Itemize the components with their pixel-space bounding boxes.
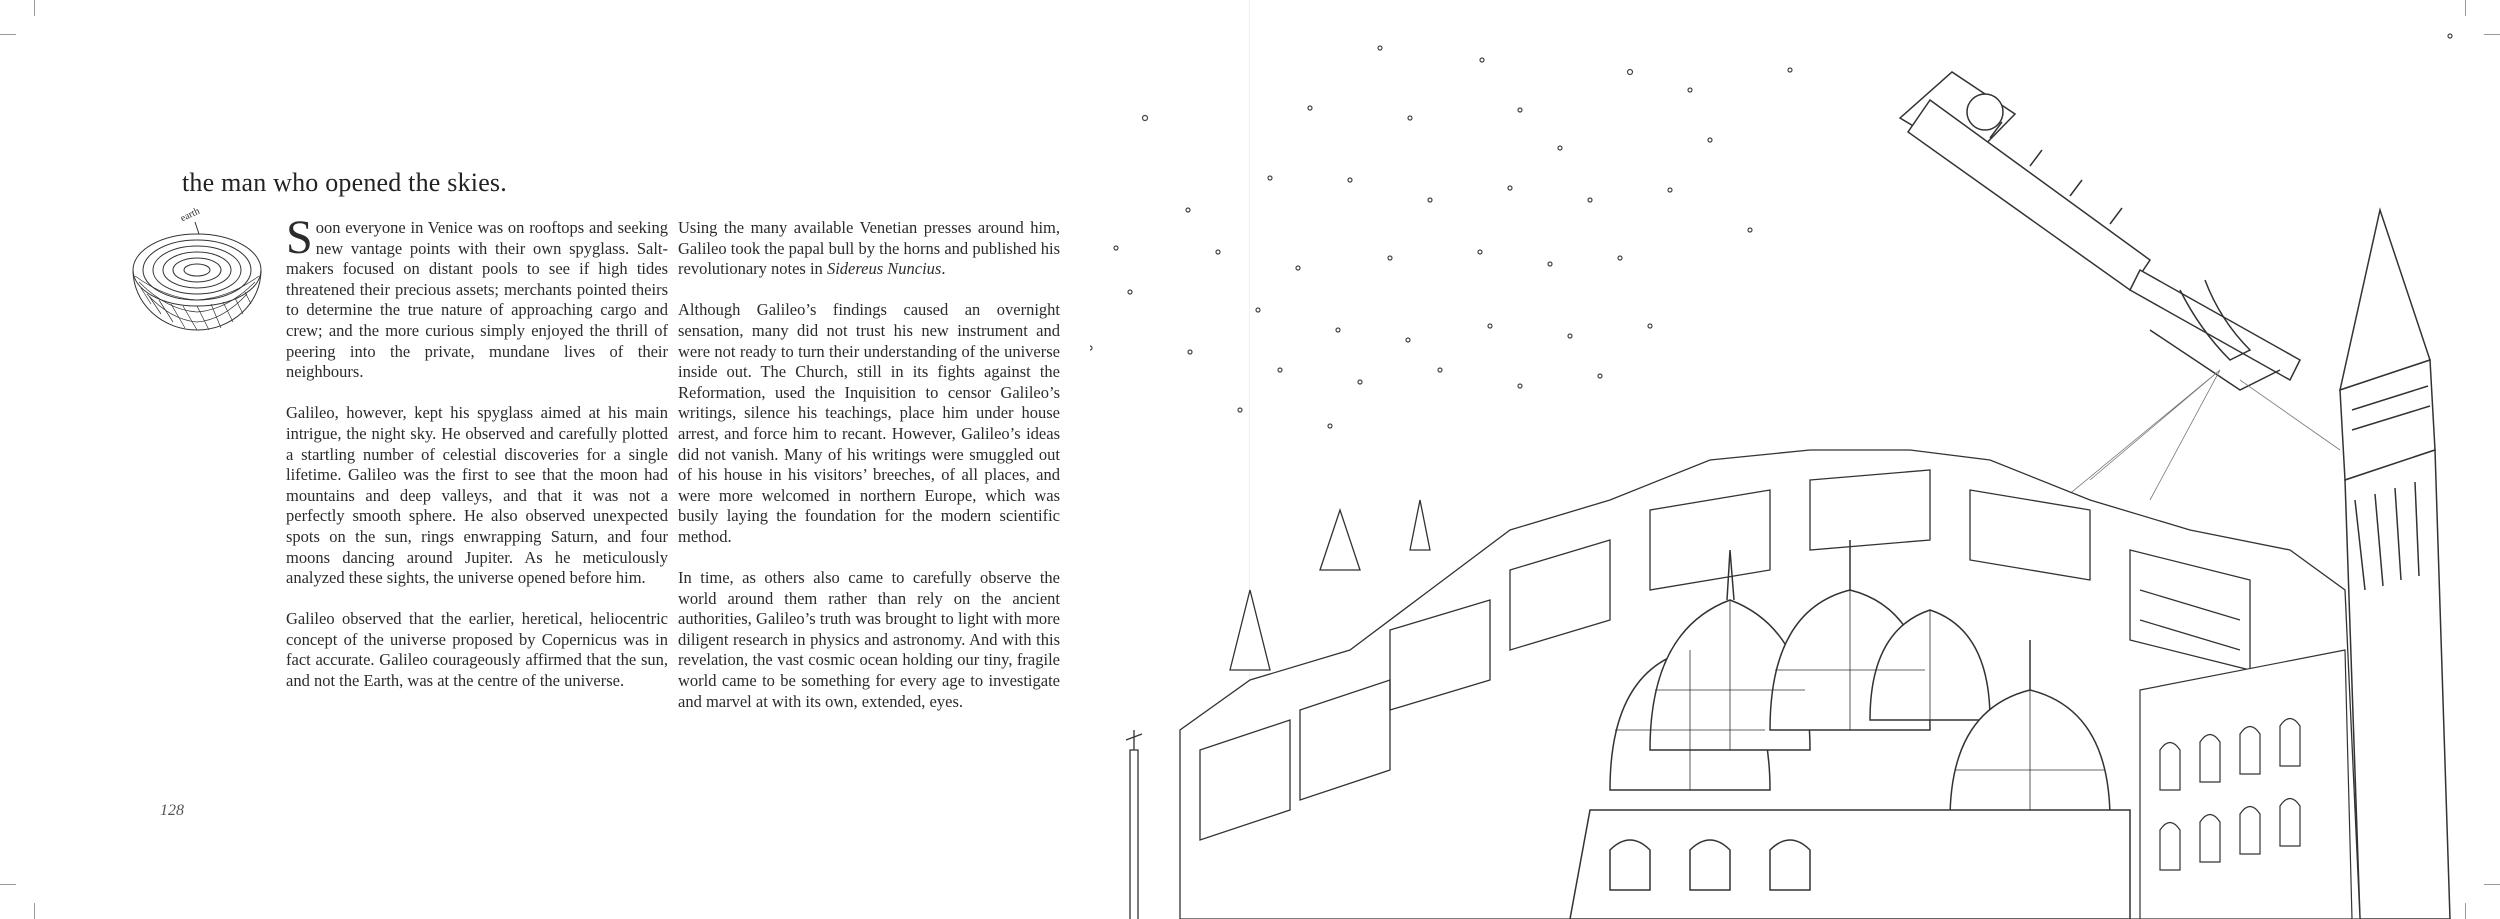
paragraph-text: Using the many available Venetian presses around him, Galileo took the papal bull by the horns and published his revolutionary notes in bbox=[678, 218, 1060, 279]
crop-mark bbox=[0, 884, 16, 885]
paragraph: Although Galileo’s findings caused an overnight sensation, many did not trust his new instrument and were not ready to turn their understanding of the universe inside out. The Church, still in its fights against the Reformation, used the Inquisition to censor Galileo’s writings, silence his teachings, place him under house arrest, and force him to recant. However, Galileo’s ideas did not vanish. Many of his writings were smuggled out of his house in his visitors’ breeches, of all places, and were more welcomed in northern Europe, which was busily laying the foundation for the modern scientific method. bbox=[678, 300, 1060, 546]
chapter-heading: the man who opened the skies. bbox=[182, 168, 507, 197]
paragraph: In time, as others also came to carefully observe the world around them rather than rely on the ancient authorities, Galileo’s truth was brought to light with more diligent research in physics and astronomy. And with this revelation, the vast cosmic ocean holding our tiny, fragile world came to be something for every age to investigate and marvel at with its own, extended, eyes. bbox=[678, 568, 1060, 711]
stars bbox=[1090, 34, 2452, 428]
earth-layers-diagram bbox=[125, 200, 277, 346]
text-column-left bbox=[286, 211, 668, 712]
crop-mark bbox=[0, 34, 16, 35]
crop-mark bbox=[34, 903, 35, 919]
procuratie-arches bbox=[2140, 650, 2352, 919]
sight-lines bbox=[2050, 370, 2340, 510]
paragraph: Galileo, however, kept his spyglass aimed at his main intrigue, the night sky. He observed and carefully plotted a startling number of celestial discoveries for a single lifetime. Galileo was the first to see that the moon had mountains and deep valleys, and that it was not a perfectly smooth sphere. He also observed unexpected spots on the sun, rings enwrapping Saturn, and four moons dancing around Jupiter. As he meticulously analyzed these sights, the universe opened before him. bbox=[286, 403, 668, 588]
paragraph: Galileo observed that the earlier, heretical, heliocentric concept of the universe proposed by Copernicus was in fact accurate. Galileo courageously affirmed that the sun, and not the Earth, was at the centre of the universe. bbox=[286, 609, 668, 691]
paragraph bbox=[678, 218, 1060, 280]
drop-cap: S bbox=[286, 211, 313, 264]
bell-tower bbox=[2340, 210, 2450, 919]
telescope bbox=[1900, 72, 2300, 390]
text-column-right bbox=[678, 218, 1060, 733]
earth-label: earth bbox=[178, 205, 202, 225]
page-number: 128 bbox=[160, 802, 184, 819]
crop-mark bbox=[34, 0, 35, 16]
paragraph bbox=[286, 211, 668, 383]
venice-telescope-illustration bbox=[1090, 30, 2500, 919]
book-title: Sidereus Nuncius bbox=[826, 259, 942, 279]
crop-mark bbox=[2465, 0, 2466, 16]
paragraph-text: . bbox=[941, 259, 946, 279]
paragraph-text: oon everyone in Venice was on rooftops and seeking new vantage points with their own spyglass. Salt-makers focused on distant pools to see if high tides threatened their precious assets; merchants pointed theirs to determine the true nature of approaching cargo and crew; and the more curious simply enjoyed the thrill of peering into the private, mundane lives of their neighbours. bbox=[286, 218, 668, 382]
